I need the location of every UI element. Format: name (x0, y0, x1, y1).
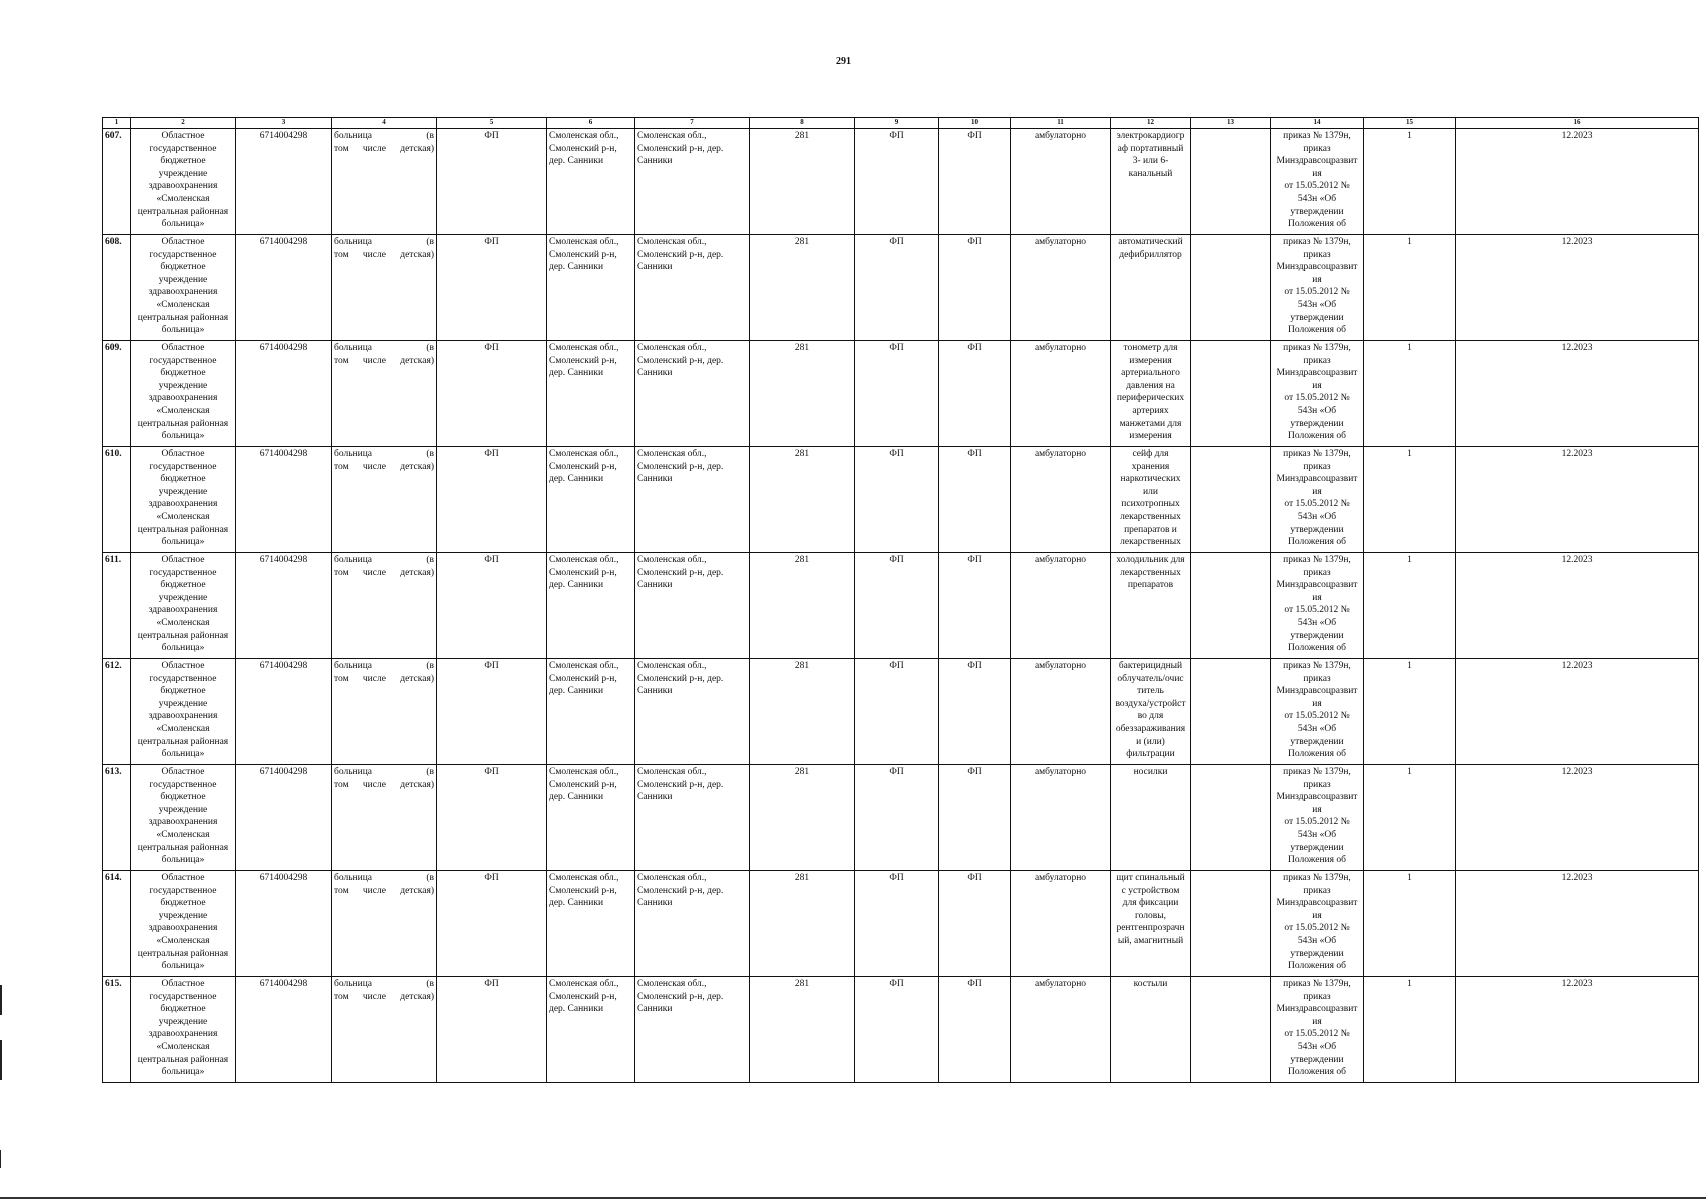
care-condition-cell: амбулаторно (1011, 871, 1111, 977)
unit-type-cell: ФП (939, 129, 1011, 235)
organization-cell: Областное государственное бюджетное учреждение здравоохранения «Смоленская центральная районная больница» (131, 553, 236, 659)
inn-cell: 6714004298 (236, 765, 332, 871)
scan-edge-mark (0, 1040, 2, 1080)
regulation-cell: приказ № 1379н, приказ Минздравсоцразвит ия от 15.05.2012 № 543н «Об утверждении Положения об (1271, 447, 1364, 553)
care-condition-cell: амбулаторно (1011, 447, 1111, 553)
organization-cell: Областное государственное бюджетное учреждение здравоохранения «Смоленская центральная районная больница» (131, 871, 236, 977)
column-number-header: 3 (236, 118, 332, 129)
organization-cell: Областное государственное бюджетное учреждение здравоохранения «Смоленская центральная районная больница» (131, 659, 236, 765)
table-row (103, 659, 1699, 765)
regulation-cell: приказ № 1379н, приказ Минздравсоцразвит ия от 15.05.2012 № 543н «Об утверждении Положения об (1271, 765, 1364, 871)
equipment-cell: холодильник для лекарственных препаратов (1111, 553, 1191, 659)
page-number: 291 (836, 56, 851, 67)
location-address-cell: Смоленская обл., Смоленский р-н, дер. Санники (635, 871, 750, 977)
unit-type-cell: ФП (939, 341, 1011, 447)
organization-cell: Областное государственное бюджетное учреждение здравоохранения «Смоленская центральная районная больница» (131, 765, 236, 871)
empty-cell (1191, 659, 1271, 765)
column-number-header: 11 (1011, 118, 1111, 129)
unit-type-cell: ФП (855, 129, 939, 235)
unit-type-cell: ФП (855, 977, 939, 1083)
column-number-header: 13 (1191, 118, 1271, 129)
equipment-cell: сейф для хранения наркотических или психотропных лекарственных препаратов и лекарственных (1111, 447, 1191, 553)
row-number-cell: 611. (103, 553, 131, 659)
empty-cell (1191, 129, 1271, 235)
equipment-cell: щит спинальный с устройством для фиксации головы, рентгенпрозрачн ый, амагнитный (1111, 871, 1191, 977)
regulation-cell: приказ № 1379н, приказ Минздравсоцразвит ия от 15.05.2012 № 543н «Об утверждении Положения об (1271, 129, 1364, 235)
table-row (103, 129, 1699, 235)
code-cell: 281 (750, 977, 855, 1083)
deadline-cell: 12.2023 (1456, 235, 1699, 341)
address-cell: Смоленская обл., Смоленский р-н, дер. Санники (547, 765, 635, 871)
equipment-cell: носилки (1111, 765, 1191, 871)
unit-type-cell: ФП (855, 447, 939, 553)
deadline-cell: 12.2023 (1456, 871, 1699, 977)
location-address-cell: Смоленская обл., Смоленский р-н, дер. Санники (635, 553, 750, 659)
inn-cell: 6714004298 (236, 553, 332, 659)
care-condition-cell: амбулаторно (1011, 553, 1111, 659)
address-cell: Смоленская обл., Смоленский р-н, дер. Санники (547, 235, 635, 341)
regulation-cell: приказ № 1379н, приказ Минздравсоцразвит ия от 15.05.2012 № 543н «Об утверждении Положения об (1271, 341, 1364, 447)
code-cell: 281 (750, 447, 855, 553)
table-row (103, 871, 1699, 977)
address-cell: Смоленская обл., Смоленский р-н, дер. Санники (547, 553, 635, 659)
row-number-cell: 613. (103, 765, 131, 871)
row-number-cell: 615. (103, 977, 131, 1083)
unit-type-cell: ФП (437, 447, 547, 553)
equipment-cell: тонометр для измерения артериального давления на периферических артериях манжетами для измерения (1111, 341, 1191, 447)
table-row (103, 977, 1699, 1083)
code-cell: 281 (750, 129, 855, 235)
column-number-header: 12 (1111, 118, 1191, 129)
facility-type-cell: больница (в том числе детская) (332, 765, 437, 871)
quantity-cell: 1 (1364, 553, 1456, 659)
unit-type-cell: ФП (855, 235, 939, 341)
deadline-cell: 12.2023 (1456, 129, 1699, 235)
quantity-cell: 1 (1364, 447, 1456, 553)
code-cell: 281 (750, 765, 855, 871)
facility-type-cell: больница (в том числе детская) (332, 235, 437, 341)
unit-type-cell: ФП (939, 765, 1011, 871)
location-address-cell: Смоленская обл., Смоленский р-н, дер. Санники (635, 765, 750, 871)
inn-cell: 6714004298 (236, 659, 332, 765)
table-row (103, 447, 1699, 553)
inn-cell: 6714004298 (236, 341, 332, 447)
column-number-header: 16 (1456, 118, 1699, 129)
regulation-cell: приказ № 1379н, приказ Минздравсоцразвит ия от 15.05.2012 № 543н «Об утверждении Положения об (1271, 553, 1364, 659)
table-row (103, 553, 1699, 659)
row-number-cell: 614. (103, 871, 131, 977)
care-condition-cell: амбулаторно (1011, 341, 1111, 447)
organization-cell: Областное государственное бюджетное учреждение здравоохранения «Смоленская центральная районная больница» (131, 129, 236, 235)
location-address-cell: Смоленская обл., Смоленский р-н, дер. Санники (635, 447, 750, 553)
deadline-cell: 12.2023 (1456, 659, 1699, 765)
column-number-header: 7 (635, 118, 750, 129)
equipment-cell: автоматический дефибриллятор (1111, 235, 1191, 341)
organization-cell: Областное государственное бюджетное учреждение здравоохранения «Смоленская центральная районная больница» (131, 341, 236, 447)
address-cell: Смоленская обл., Смоленский р-н, дер. Санники (547, 341, 635, 447)
address-cell: Смоленская обл., Смоленский р-н, дер. Санники (547, 129, 635, 235)
column-number-header: 14 (1271, 118, 1364, 129)
regulation-cell: приказ № 1379н, приказ Минздравсоцразвит ия от 15.05.2012 № 543н «Об утверждении Положения об (1271, 659, 1364, 765)
table-row (103, 341, 1699, 447)
scan-bottom-edge (0, 1197, 1706, 1199)
facility-type-cell: больница (в том числе детская) (332, 977, 437, 1083)
unit-type-cell: ФП (437, 553, 547, 659)
location-address-cell: Смоленская обл., Смоленский р-н, дер. Санники (635, 341, 750, 447)
column-number-header: 1 (103, 118, 131, 129)
unit-type-cell: ФП (855, 765, 939, 871)
address-cell: Смоленская обл., Смоленский р-н, дер. Санники (547, 447, 635, 553)
quantity-cell: 1 (1364, 235, 1456, 341)
care-condition-cell: амбулаторно (1011, 659, 1111, 765)
unit-type-cell: ФП (939, 871, 1011, 977)
empty-cell (1191, 341, 1271, 447)
empty-cell (1191, 553, 1271, 659)
unit-type-cell: ФП (437, 871, 547, 977)
unit-type-cell: ФП (437, 765, 547, 871)
code-cell: 281 (750, 871, 855, 977)
deadline-cell: 12.2023 (1456, 447, 1699, 553)
empty-cell (1191, 447, 1271, 553)
table-body (103, 129, 1699, 1083)
organization-cell: Областное государственное бюджетное учреждение здравоохранения «Смоленская центральная районная больница» (131, 235, 236, 341)
organization-cell: Областное государственное бюджетное учреждение здравоохранения «Смоленская центральная районная больница» (131, 447, 236, 553)
code-cell: 281 (750, 235, 855, 341)
code-cell: 281 (750, 553, 855, 659)
address-cell: Смоленская обл., Смоленский р-н, дер. Санники (547, 871, 635, 977)
row-number-cell: 610. (103, 447, 131, 553)
address-cell: Смоленская обл., Смоленский р-н, дер. Санники (547, 977, 635, 1083)
unit-type-cell: ФП (437, 235, 547, 341)
unit-type-cell: ФП (939, 447, 1011, 553)
deadline-cell: 12.2023 (1456, 977, 1699, 1083)
inn-cell: 6714004298 (236, 871, 332, 977)
quantity-cell: 1 (1364, 129, 1456, 235)
deadline-cell: 12.2023 (1456, 553, 1699, 659)
quantity-cell: 1 (1364, 765, 1456, 871)
organization-cell: Областное государственное бюджетное учреждение здравоохранения «Смоленская центральная районная больница» (131, 977, 236, 1083)
unit-type-cell: ФП (855, 341, 939, 447)
scan-edge-mark (0, 985, 2, 1015)
table-row (103, 235, 1699, 341)
row-number-cell: 607. (103, 129, 131, 235)
facility-type-cell: больница (в том числе детская) (332, 341, 437, 447)
care-condition-cell: амбулаторно (1011, 977, 1111, 1083)
unit-type-cell: ФП (437, 977, 547, 1083)
scan-edge-mark (0, 1150, 1, 1168)
row-number-cell: 609. (103, 341, 131, 447)
column-number-header: 8 (750, 118, 855, 129)
row-number-cell: 608. (103, 235, 131, 341)
quantity-cell: 1 (1364, 659, 1456, 765)
quantity-cell: 1 (1364, 871, 1456, 977)
facility-type-cell: больница (в том числе детская) (332, 129, 437, 235)
column-number-header: 5 (437, 118, 547, 129)
code-cell: 281 (750, 659, 855, 765)
unit-type-cell: ФП (855, 553, 939, 659)
regulation-cell: приказ № 1379н, приказ Минздравсоцразвит ия от 15.05.2012 № 543н «Об утверждении Положения об (1271, 871, 1364, 977)
location-address-cell: Смоленская обл., Смоленский р-н, дер. Санники (635, 129, 750, 235)
unit-type-cell: ФП (939, 553, 1011, 659)
empty-cell (1191, 235, 1271, 341)
location-address-cell: Смоленская обл., Смоленский р-н, дер. Санники (635, 235, 750, 341)
address-cell: Смоленская обл., Смоленский р-н, дер. Санники (547, 659, 635, 765)
quantity-cell: 1 (1364, 341, 1456, 447)
column-number-header: 2 (131, 118, 236, 129)
location-address-cell: Смоленская обл., Смоленский р-н, дер. Санники (635, 977, 750, 1083)
unit-type-cell: ФП (939, 659, 1011, 765)
unit-type-cell: ФП (855, 659, 939, 765)
facility-type-cell: больница (в том числе детская) (332, 659, 437, 765)
unit-type-cell: ФП (939, 235, 1011, 341)
code-cell: 281 (750, 341, 855, 447)
unit-type-cell: ФП (939, 977, 1011, 1083)
care-condition-cell: амбулаторно (1011, 235, 1111, 341)
care-condition-cell: амбулаторно (1011, 129, 1111, 235)
unit-type-cell: ФП (437, 659, 547, 765)
equipment-cell: электрокардиогр аф портативный 3- или 6- канальный (1111, 129, 1191, 235)
empty-cell (1191, 977, 1271, 1083)
column-number-header: 9 (855, 118, 939, 129)
column-number-row (103, 118, 1699, 129)
regulation-cell: приказ № 1379н, приказ Минздравсоцразвит ия от 15.05.2012 № 543н «Об утверждении Положения об (1271, 235, 1364, 341)
inn-cell: 6714004298 (236, 977, 332, 1083)
column-number-header: 10 (939, 118, 1011, 129)
register-table (102, 117, 1699, 1083)
facility-type-cell: больница (в том числе детская) (332, 553, 437, 659)
facility-type-cell: больница (в том числе детская) (332, 871, 437, 977)
column-number-header: 4 (332, 118, 437, 129)
unit-type-cell: ФП (855, 871, 939, 977)
care-condition-cell: амбулаторно (1011, 765, 1111, 871)
deadline-cell: 12.2023 (1456, 765, 1699, 871)
quantity-cell: 1 (1364, 977, 1456, 1083)
equipment-cell: бактерицидный облучатель/очис титель воздуха/устройст во для обеззараживания и (или) фильтрации (1111, 659, 1191, 765)
empty-cell (1191, 871, 1271, 977)
column-number-header: 15 (1364, 118, 1456, 129)
regulation-cell: приказ № 1379н, приказ Минздравсоцразвит ия от 15.05.2012 № 543н «Об утверждении Положения об (1271, 977, 1364, 1083)
deadline-cell: 12.2023 (1456, 341, 1699, 447)
column-number-header: 6 (547, 118, 635, 129)
inn-cell: 6714004298 (236, 129, 332, 235)
unit-type-cell: ФП (437, 341, 547, 447)
location-address-cell: Смоленская обл., Смоленский р-н, дер. Санники (635, 659, 750, 765)
table-row (103, 765, 1699, 871)
unit-type-cell: ФП (437, 129, 547, 235)
inn-cell: 6714004298 (236, 235, 332, 341)
facility-type-cell: больница (в том числе детская) (332, 447, 437, 553)
equipment-cell: костыли (1111, 977, 1191, 1083)
inn-cell: 6714004298 (236, 447, 332, 553)
row-number-cell: 612. (103, 659, 131, 765)
empty-cell (1191, 765, 1271, 871)
